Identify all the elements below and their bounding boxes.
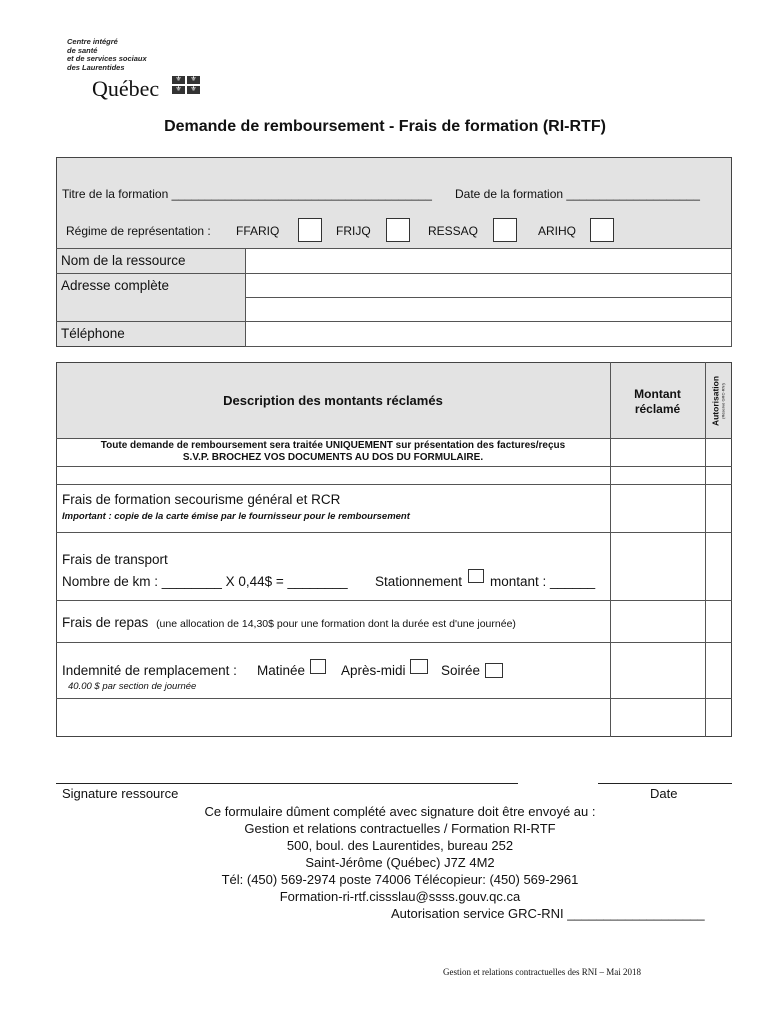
signature-line[interactable] [56,783,518,784]
training-date-label: Date de la formation ____________________ [455,187,700,201]
amount-replacement-field[interactable] [611,643,704,697]
signature-label: Signature ressource [62,786,179,801]
option-afternoon-checkbox[interactable] [410,659,428,674]
telephone-label: Téléphone [61,326,125,341]
org-line: et de services sociaux [67,54,147,63]
parking-checkbox[interactable] [468,569,484,583]
first-aid-title: Frais de formation secourisme général et RCR [62,492,341,507]
resource-name-label: Nom de la ressource [61,253,186,268]
date-label: Date [650,786,678,801]
replacement-note: 40.00 $ par section de journée [68,681,197,692]
regime-ressaq-label: RESSAQ [428,224,479,238]
contact-email: Formation-ri-rtf.cissslau@ssss.gouv.qc.ca [279,889,521,904]
option-morning-checkbox[interactable] [310,659,326,674]
address-label: Adresse complète [61,278,170,293]
training-date-field[interactable]: ____________________ [566,187,700,201]
telephone-field[interactable] [246,322,730,346]
regime-arihq-checkbox[interactable] [590,218,614,242]
regime-ffariq-checkbox[interactable] [298,218,322,242]
grc-rni-authorization[interactable]: Autorisation service GRC-RNI ___________________ [391,906,705,921]
page-title: Demande de remboursement - Frais de formation (RI-RTF) [164,118,606,135]
transport-km-field[interactable]: Nombre de km : ________ X 0,44$ = ________ [62,574,348,589]
header-autorisation: Autorisation (Réservé GRC-RNI) [710,375,726,427]
option-evening-label: Soirée [441,663,481,678]
replacement-title: Indemnité de remplacement : [62,663,237,678]
first-aid-note: Important : copie de la carte émise par le fournisseur pour le remboursement [62,511,410,522]
fleur-de-lis-flag-icon: ⚜ ⚜ ⚜ ⚜ [172,76,202,96]
amount-transport-field[interactable] [611,533,704,599]
training-title-label: Titre de la formation _______________________________________ [62,187,432,201]
regime-ffariq-label: FFARIQ [236,224,280,238]
submission-instructions: Ce formulaire dûment complété avec signature doit être envoyé au : Gestion et relations contractuelles / Formation RI-RTF 500, boul. des Laurentides, bureau 252 Saint-Jérôme (Québec) J7Z 4M2 Tél: (450) 569-2974 poste 74006 Télécopieur: (450) 569-2961 Formation-ri-rtf.cissslau@ssss.gouv.qc.ca [0,803,770,905]
training-title-field[interactable]: _______________________________________ [171,187,432,201]
regime-frijq-checkbox[interactable] [386,218,410,242]
regime-ressaq-checkbox[interactable] [493,218,517,242]
regime-label: Régime de représentation : [66,224,211,238]
notice: Toute demande de remboursement sera traitée UNIQUEMENT sur présentation des factures/reçus S.V.P. BROCHEZ VOS DOCUMENTS AU DOS DU FORMULAIRE. [100,440,566,463]
option-evening-checkbox[interactable] [485,663,503,678]
option-morning-label: Matinée [257,663,306,678]
resource-name-field[interactable] [246,249,730,272]
address-field-line2[interactable] [246,298,730,320]
option-afternoon-label: Après-midi [341,663,406,678]
regime-frijq-label: FRIJQ [336,224,371,238]
parking-amount-field[interactable]: montant : ______ [490,574,596,589]
amount-meals-field[interactable] [611,601,704,641]
page-footer: Gestion et relations contractuelles des RNI – Mai 2018 [443,967,641,977]
parking-label: Stationnement [375,574,463,589]
quebec-wordmark: Québec [92,76,160,101]
transport-title: Frais de transport [62,552,168,567]
org-line: des Laurentides [67,62,125,72]
org-line: Centre intégré [67,37,118,46]
organization-name [67,38,147,72]
regime-arihq-label: ARIHQ [538,224,577,238]
meals-note: (une allocation de 14,30$ pour une formation dont la durée est d'une journée) [156,618,516,630]
amount-first-aid-field[interactable] [611,485,704,531]
header-montant: Montant réclamé [634,387,681,416]
meals-title: Frais de repas (une allocation de 14,30$ pour une formation dont la durée est d'une journée) [62,615,516,630]
address-field-line1[interactable] [246,274,730,296]
header-description: Description des montants réclamés [223,393,443,408]
org-line: de santé [67,45,98,55]
date-line[interactable] [598,783,732,784]
